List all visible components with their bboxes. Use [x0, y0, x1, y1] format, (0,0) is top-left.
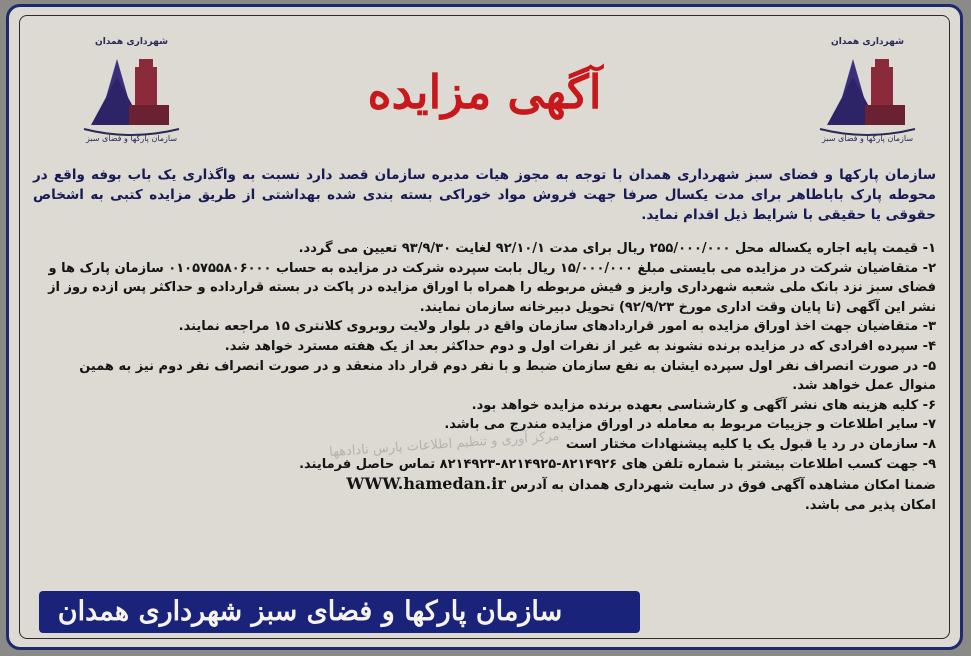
- advertisement-sheet: [6, 4, 963, 650]
- condition-item: ۶- کلیه هزینه های نشر آگهی و کارشناسی بعهده برنده مزایده خواهد بود.: [471, 397, 936, 413]
- condition-item: ۳- متقاضیان جهت اخذ اوراق مزایده به امور قراردادهای سازمان واقع در بلوار ولایت روبروی کلانتری ۱۵ مراجعه نمایند.: [178, 319, 936, 335]
- condition-item: ۸- سازمان در رد یا قبول یک یا کلیه پیشنهادات مختار است: [565, 436, 936, 452]
- condition-item: ۹- جهت کسب اطلاعات بیشتر با شماره تلفن های ۸۲۱۴۹۲۶-۸۲۱۴۹۲۵-۸۲۱۴۹۲۳ تماس حاصل فرمایند.: [299, 456, 936, 472]
- closing-before-site: ضمنا امکان مشاهده آگهی فوق در سایت شهرداری همدان به آدرس: [510, 478, 936, 494]
- condition-item: ۲- متقاضیان شرکت در مزایده می بایستی مبلغ ۱۵/۰۰۰/۰۰۰ ریال بابت سپرده شرکت در مزایده به حساب ۰۱۰۵۷۵۵۸۰۶۰۰۰ سازمان پارک ها و فضای سبز نزد بانک ملی شعبه شهرداری واریز و فیش مربوطه را همراه با اوراق مزایده در پاکت در بسته قرارداده و حداکثر پس ازده روز از نشر این آگهی (تا پایان وقت اداری مورخ ۹۲/۹/۲۳) تحویل دبیرخانه سازمان نمایند.: [48, 260, 936, 315]
- website-link[interactable]: WWW.hamedan.ir: [346, 474, 506, 494]
- conditions-list: [39, 239, 936, 515]
- logo-caption-bottom: سازمان پارکها و فضای سبز: [821, 134, 914, 143]
- page-title: آگهی مزایده: [367, 65, 602, 119]
- condition-item: ۷- سایر اطلاعات و جزییات مربوط به معامله در اوراق مزایده مندرج می باشد.: [444, 417, 936, 433]
- logo-caption-bottom: سازمان پارکها و فضای سبز: [85, 134, 178, 143]
- closing-after-site: امکان پذیر می باشد.: [804, 497, 936, 513]
- watermark-text: مرکز آوری و تنظیم اطلاعات پارس نادادهها: [328, 428, 560, 461]
- logo-caption-top: شهرداری همدان: [95, 37, 168, 47]
- condition-item: ۵- در صورت انصراف نفر اول سپرده ایشان به نفع سازمان ضبط و با نفر دوم قرار داد منعقد و در صورت انصراف نفر دوم نیز به همین منوال عمل خواهد شد.: [79, 358, 936, 394]
- intro-paragraph: سازمان پارکها و فضای سبز شهرداری همدان با توجه به مجوز هیات مدیره سازمان قصد دارد نسبت به واگذاری یک باب بوفه واقع در محوطه پارک باباطاهر برای مدت یکسال صرفا جهت فروش مواد خوراکی بسته بندی شده بهداشتی از طریق مزایده کتبی به اشخاص حقوقی یا حقیقی با شرایط ذیل اقدام نماید.: [33, 167, 936, 223]
- condition-item: ۱- قیمت پایه اجاره یکساله محل ۲۵۵/۰۰۰/۰۰۰ ریال برای مدت ۹۲/۱۰/۱ لغایت ۹۳/۹/۳۰ تعیین می گردد.: [298, 241, 936, 256]
- closing-line: [39, 474, 936, 496]
- logo-caption-top: شهرداری همدان: [831, 37, 904, 47]
- footer-organization-name: سازمان پارکها و فضای سبز شهرداری همدان: [57, 596, 563, 627]
- condition-item: ۴- سپرده افرادی که در مزایده برنده نشوند به غیر از نفرات اول و دوم حداکثر بعد از یک هفته مسترد خواهد شد.: [224, 338, 936, 354]
